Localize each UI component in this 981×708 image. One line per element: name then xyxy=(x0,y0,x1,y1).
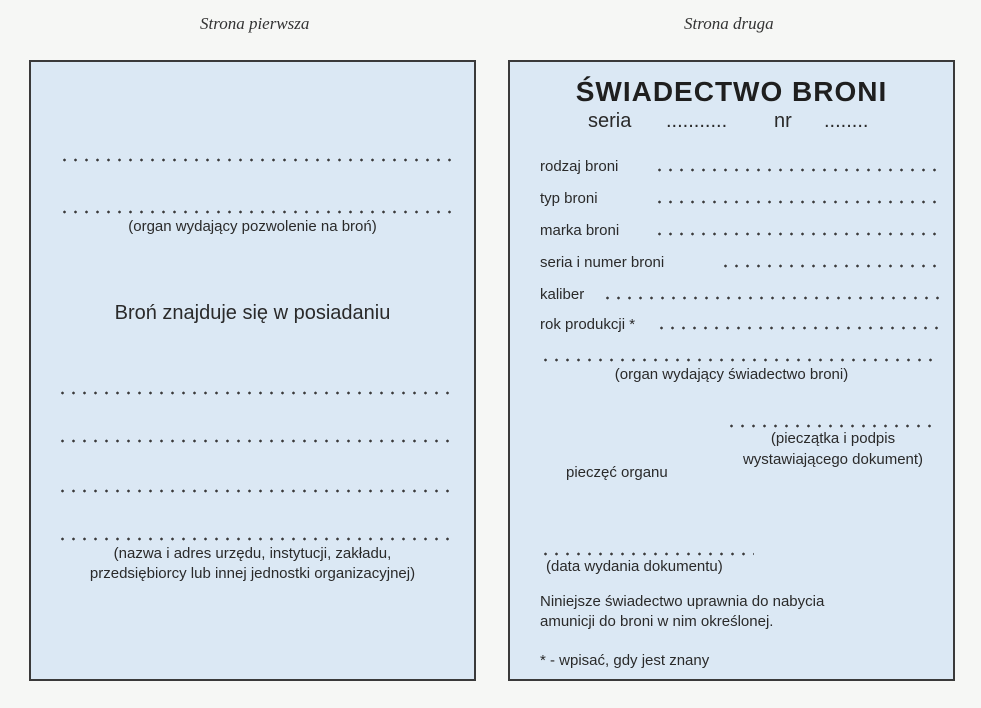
note-line1: Niniejsze świadectwo uprawnia do nabycia xyxy=(540,593,825,610)
field-label-rok-produkcji: rok produkcji * xyxy=(540,316,636,333)
organ-caption: (organ wydający pozwolenie na broń) xyxy=(128,218,377,235)
field-label-kaliber: kaliber xyxy=(540,286,585,303)
blank-line xyxy=(57,489,452,493)
caption-first-page: Strona pierwsza xyxy=(200,14,310,33)
note-line2: amunicji do broni w nim określonej. xyxy=(540,613,774,630)
caption-second-page: Strona druga xyxy=(684,14,774,33)
blank-line xyxy=(57,391,452,395)
owner-caption-line1: (nazwa i adres urzędu, instytucji, zakładu, xyxy=(113,545,392,562)
possession-text: Broń znajduje się w posiadaniu xyxy=(114,302,391,324)
field-dots xyxy=(654,232,939,236)
document-title: ŚWIADECTWO BRONI xyxy=(575,76,888,107)
seria-label: seria xyxy=(588,110,632,132)
field-dots xyxy=(654,200,939,204)
blank-line xyxy=(57,537,452,541)
owner-caption-line2: przedsiębiorcy lub innej jednostki organizacyjnej) xyxy=(89,565,416,582)
field-dots xyxy=(602,296,939,300)
seal-label: pieczęć organu xyxy=(566,464,668,481)
field-label-seria-numer: seria i numer broni xyxy=(540,254,665,271)
blank-line xyxy=(57,439,452,443)
nr-dots: ........ xyxy=(824,110,869,132)
field-label-typ: typ broni xyxy=(540,190,598,207)
stamp-caption-line2: wystawiającego dokument) xyxy=(742,451,924,468)
date-caption: (data wydania dokumentu) xyxy=(546,558,723,575)
seria-dots: ........... xyxy=(666,110,728,132)
organ-caption: (organ wydający świadectwo broni) xyxy=(614,366,849,383)
blank-line xyxy=(540,358,939,362)
field-dots xyxy=(654,168,939,172)
nr-label: nr xyxy=(774,110,792,132)
field-label-rodzaj: rodzaj broni xyxy=(540,158,619,175)
field-dots xyxy=(720,264,939,268)
field-label-marka: marka broni xyxy=(540,222,620,239)
date-line xyxy=(540,552,754,556)
footnote: * - wpisać, gdy jest znany xyxy=(540,652,710,669)
blank-line xyxy=(59,158,454,162)
signature-line xyxy=(726,424,939,428)
field-dots xyxy=(656,326,939,330)
document-page-second xyxy=(508,60,955,681)
stamp-caption-line1: (pieczątka i podpis xyxy=(770,430,896,447)
document-page-first xyxy=(29,60,476,681)
blank-line xyxy=(59,210,454,214)
